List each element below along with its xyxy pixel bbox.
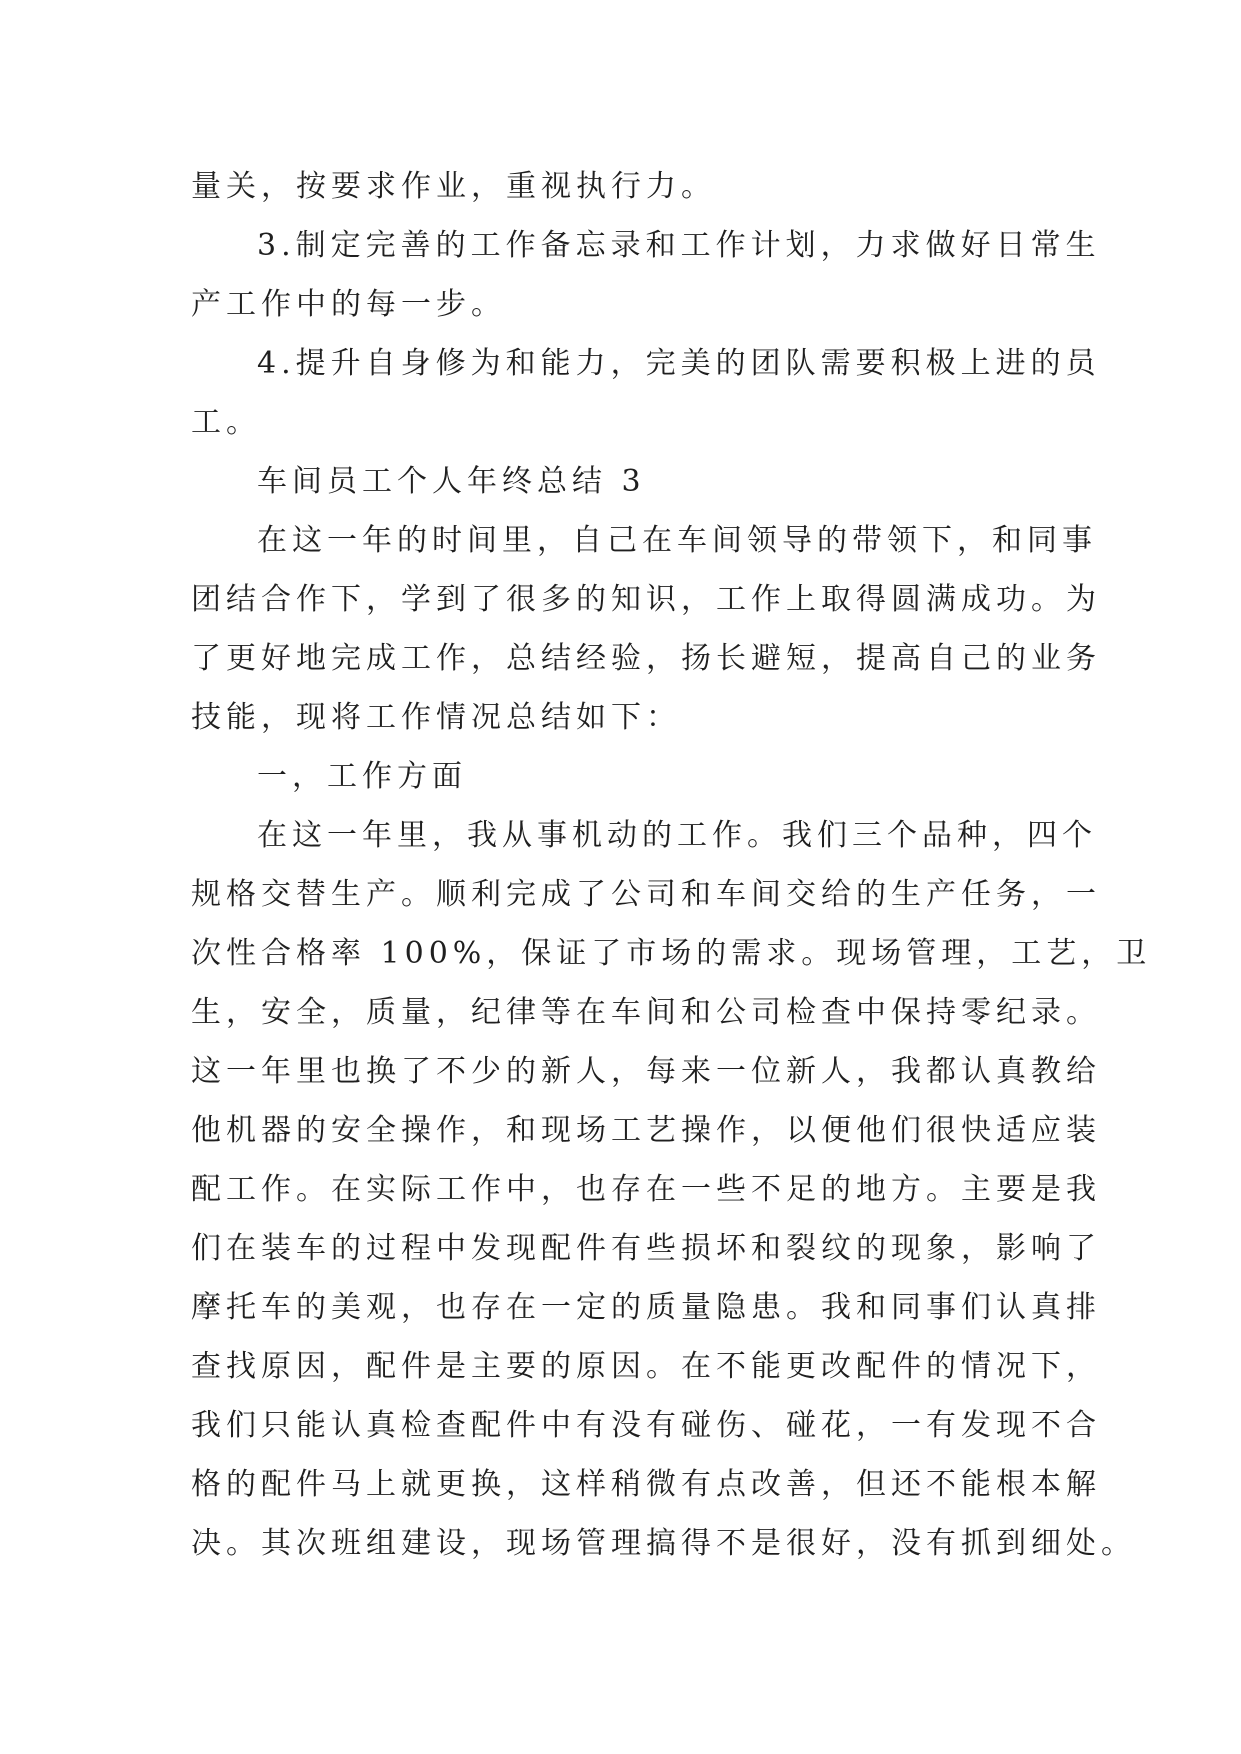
paragraph-line: 他机器的安全操作，和现场工艺操作，以便他们很快适应装 xyxy=(191,1113,1101,1148)
paragraph-line: 决。其次班组建设，现场管理搞得不是很好，没有抓到细处。 xyxy=(191,1526,1136,1561)
paragraph-line: 在这一年里，我从事机动的工作。我们三个品种，四个 xyxy=(257,818,1097,853)
list-item-3: 3.制定完善的工作备忘录和工作计划，力求做好日常生 xyxy=(257,228,1101,263)
paragraph-line: 规格交替生产。顺利完成了公司和车间交给的生产任务，一 xyxy=(191,877,1101,912)
document-body xyxy=(191,157,1152,1573)
paragraph-line: 量关，按要求作业，重视执行力。 xyxy=(191,169,716,204)
paragraph-line: 我们只能认真检查配件中有没有碰伤、碰花，一有发现不合 xyxy=(191,1408,1101,1443)
paragraph-line: 技能，现将工作情况总结如下： xyxy=(191,700,681,735)
paragraph-line: 了更好地完成工作，总结经验，扬长避短，提高自己的业务 xyxy=(191,641,1101,676)
subsection-heading: 一，工作方面 xyxy=(257,759,467,794)
list-item-4: 4.提升自身修为和能力，完美的团队需要积极上进的员 xyxy=(257,346,1101,381)
paragraph-line: 团结合作下，学到了很多的知识，工作上取得圆满成功。为 xyxy=(191,582,1101,617)
paragraph-line: 生，安全，质量，纪律等在车间和公司检查中保持零纪录。 xyxy=(191,995,1101,1030)
paragraph-line: 格的配件马上就更换，这样稍微有点改善，但还不能根本解 xyxy=(191,1467,1101,1502)
paragraph-line: 工。 xyxy=(191,405,261,440)
paragraph-line: 这一年里也换了不少的新人，每来一位新人，我都认真教给 xyxy=(191,1054,1101,1089)
paragraph-line: 摩托车的美观，也存在一定的质量隐患。我和同事们认真排 xyxy=(191,1290,1101,1325)
section-heading: 车间员工个人年终总结 3 xyxy=(257,464,646,499)
paragraph-line: 配工作。在实际工作中，也存在一些不足的地方。主要是我 xyxy=(191,1172,1101,1207)
paragraph-line: 产工作中的每一步。 xyxy=(191,287,506,322)
paragraph-line: 在这一年的时间里，自己在车间领导的带领下，和同事 xyxy=(257,523,1097,558)
paragraph-line: 们在装车的过程中发现配件有些损坏和裂纹的现象，影响了 xyxy=(191,1231,1101,1266)
paragraph-line: 次性合格率 100%，保证了市场的需求。现场管理，工艺，卫 xyxy=(191,936,1152,971)
paragraph-line: 查找原因，配件是主要的原因。在不能更改配件的情况下， xyxy=(191,1349,1101,1384)
